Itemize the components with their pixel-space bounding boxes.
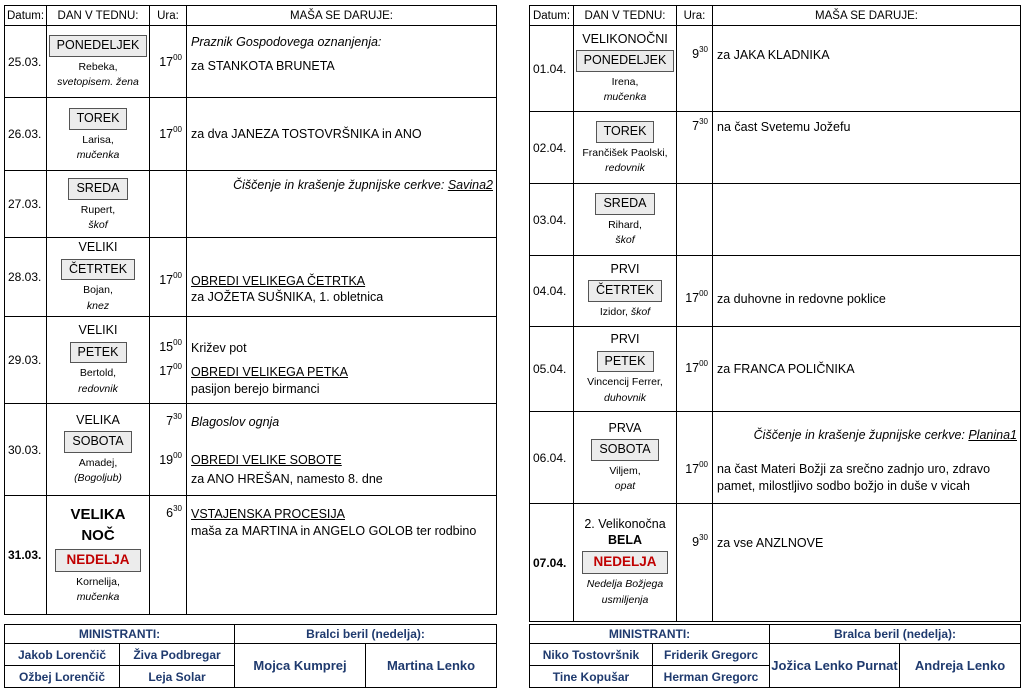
day-name: NEDELJA <box>582 551 667 574</box>
table-row <box>5 171 497 238</box>
saint-title: škof <box>615 234 635 247</box>
mass-line: za ANO HREŠAN, namesto 8. dne <box>191 472 383 486</box>
row-date: 30.03. <box>5 404 47 496</box>
day-name: SOBOTA <box>591 439 658 461</box>
mass-line: na čast Materi Božji za srečno zadnjo uro, zdravo <box>717 462 991 476</box>
day-name: PETEK <box>597 351 654 373</box>
row-date: 31.03. <box>5 496 47 615</box>
mass-cell <box>187 238 497 317</box>
day-cell <box>47 238 150 317</box>
saint-name: Irena, <box>611 75 639 88</box>
time: $15^{00}$ <box>159 338 182 355</box>
mass-line: za STANKOTA BRUNETA <box>191 59 335 73</box>
time-cell <box>150 26 187 98</box>
cleaning-note: Čiščenje in krašenje župnijske cerkve: Savina2 <box>233 178 493 192</box>
mass-cell <box>187 496 497 615</box>
reader-name: Mojca Kumprej <box>235 644 366 688</box>
time: $17^{00}$ <box>685 359 708 376</box>
mass-line: Križev pot <box>191 341 247 355</box>
time-cell <box>150 496 187 615</box>
mass-line: za FRANCA POLIČNIKA <box>717 362 855 376</box>
day-cell <box>574 112 677 184</box>
reader-name: Andreja Lenko <box>900 644 1021 688</box>
saint-title: knez <box>86 299 110 312</box>
table-row <box>5 317 497 404</box>
time-cell <box>677 112 713 184</box>
day-cell <box>47 171 150 238</box>
saint-name: Vincencij Ferrer, <box>587 376 663 389</box>
day-name: TOREK <box>596 121 655 143</box>
mass-line: za duhovne in redovne poklice <box>717 292 886 306</box>
saint-name: Larisa, <box>82 133 114 146</box>
row-date: 07.04. <box>530 504 574 622</box>
day-prefix-2: NOČ <box>81 527 115 545</box>
mass-line: Praznik Gospodovega oznanjenja: <box>191 35 382 49</box>
time: $17^{00}$ <box>685 289 708 306</box>
day-prefix-2: BELA <box>607 532 643 547</box>
mass-line: za vse ANZLNOVE <box>717 536 824 550</box>
mass-cell <box>713 184 1021 256</box>
mass-line: maša za MARTINA in ANGELO GOLOB ter rodbino <box>191 524 477 538</box>
row-date: 03.04. <box>530 184 574 256</box>
table-row <box>530 504 1021 622</box>
day-cell <box>47 404 150 496</box>
saint-name: Amadej, <box>78 456 118 469</box>
table-row <box>5 404 497 496</box>
mass-line: pasijon berejo birmanci <box>191 382 320 396</box>
saint-title: usmiljenja <box>601 593 649 606</box>
schedule-left <box>4 5 497 615</box>
saint-title: duhovnik <box>603 391 647 404</box>
saint-title: mučenka <box>76 148 120 161</box>
row-date: 26.03. <box>5 98 47 171</box>
mass-cell <box>713 504 1021 622</box>
row-date: 01.04. <box>530 26 574 112</box>
mass-line: VSTAJENSKA PROCESIJA <box>191 507 345 521</box>
day-name: PONEDELJEK <box>576 50 675 72</box>
ministrant-name: Herman Gregorc <box>653 666 770 688</box>
day-name: NEDELJA <box>55 549 140 572</box>
day-name: SREDA <box>68 178 127 200</box>
saint-title: mučenka <box>603 91 647 104</box>
day-cell <box>574 504 677 622</box>
time-cell <box>150 317 187 404</box>
reader-name: Jožica Lenko Purnat <box>770 644 900 688</box>
saint-name: Rebeka, <box>78 61 118 74</box>
table-row <box>5 496 497 615</box>
col-masa: MAŠA SE DARUJE: <box>713 6 1021 26</box>
day-prefix: VELIKONOČNI <box>582 31 668 46</box>
time: $6^{30}$ <box>166 504 182 521</box>
saint-title: opat <box>614 480 636 493</box>
table-row <box>5 238 497 317</box>
time-cell <box>677 504 713 622</box>
table-row <box>530 184 1021 256</box>
table-row <box>5 26 497 98</box>
mass-line: za JOŽETA SUŠNIKA, 1. obletnica <box>191 290 384 304</box>
table-row <box>530 327 1021 412</box>
table-row <box>530 112 1021 184</box>
saint-title: svetopisem. žena <box>57 76 139 89</box>
saint-name: Viljem, <box>609 464 641 477</box>
day-name: SOBOTA <box>64 431 131 453</box>
bralci-label: Bralci beril (nedelja): <box>235 625 497 644</box>
day-prefix: VELIKA <box>70 506 126 524</box>
day-cell <box>574 327 677 412</box>
mass-cell <box>713 26 1021 112</box>
saint-title: redovnik <box>605 162 645 175</box>
saint-name: Bertold, <box>79 367 117 380</box>
time-cell <box>150 171 187 238</box>
day-name: ČETRTEK <box>588 280 662 302</box>
saint-title: mučenka <box>76 591 120 604</box>
mass-cell <box>187 317 497 404</box>
table-row <box>530 412 1021 504</box>
ministrant-name: Friderik Gregorc <box>653 644 770 666</box>
row-date: 06.04. <box>530 412 574 504</box>
mass-cell <box>187 98 497 171</box>
day-prefix: VELIKA <box>76 412 120 427</box>
day-name: PETEK <box>70 342 127 364</box>
table-row <box>530 256 1021 327</box>
saint-title: škof <box>88 218 108 231</box>
day-cell <box>574 26 677 112</box>
day-name: ČETRTEK <box>61 259 135 281</box>
reader-name: Martina Lenko <box>366 644 497 688</box>
mass-cell <box>187 26 497 98</box>
table-row <box>5 98 497 171</box>
time-cell <box>677 256 713 327</box>
time-cell <box>677 184 713 256</box>
saint-name: Kornelija, <box>76 576 120 589</box>
time: $17^{00}$ <box>159 271 182 288</box>
time-cell <box>677 412 713 504</box>
day-cell <box>47 26 150 98</box>
ministrant-name: Ožbej Lorenčič <box>5 666 120 688</box>
col-masa: MAŠA SE DARUJE: <box>187 6 497 26</box>
mass-line: za JAKA KLADNIKA <box>717 48 830 62</box>
saint-title: (Bogoljub) <box>74 472 122 485</box>
schedule-right <box>529 5 1021 622</box>
col-dan: DAN V TEDNU: <box>47 6 150 26</box>
row-date: 04.04. <box>530 256 574 327</box>
table-row <box>530 26 1021 112</box>
ministrant-name: Niko Tostovršnik <box>530 644 653 666</box>
ministranti-label: MINISTRANTI: <box>530 625 770 644</box>
saint-name: Rupert, <box>80 203 116 216</box>
row-date: 27.03. <box>5 171 47 238</box>
ministrant-name: Jakob Lorenčič <box>5 644 120 666</box>
time: $9^{30}$ <box>692 45 708 62</box>
day-prefix: PRVI <box>610 332 640 347</box>
time: $7^{30}$ <box>166 412 182 429</box>
day-name: SREDA <box>595 193 654 215</box>
mass-cell <box>713 412 1021 504</box>
time-cell <box>150 238 187 317</box>
header-row <box>530 6 1021 26</box>
day-name: PONEDELJEK <box>49 35 148 57</box>
time-cell <box>677 26 713 112</box>
day-prefix: PRVA <box>608 420 642 435</box>
day-prefix: VELIKI <box>78 323 118 338</box>
servers-table-right <box>529 624 1021 688</box>
day-cell <box>47 496 150 615</box>
day-prefix: VELIKI <box>78 240 118 255</box>
time: $17^{00}$ <box>159 53 182 70</box>
cleaning-group: Planina1 <box>968 428 1017 442</box>
servers-table-left <box>4 624 497 688</box>
saint-name: Nedelja Božjega <box>586 578 664 591</box>
day-cell <box>574 184 677 256</box>
day-cell <box>47 317 150 404</box>
mass-cell <box>187 171 497 238</box>
mass-line: OBREDI VELIKE SOBOTE <box>191 453 342 467</box>
cleaning-group: Savina2 <box>447 178 493 192</box>
saint-name: Frančišek Paolski, <box>582 147 668 160</box>
time-cell <box>677 327 713 412</box>
col-datum: Datum: <box>5 6 47 26</box>
time-cell <box>150 98 187 171</box>
col-ura: Ura: <box>677 6 713 26</box>
row-date: 29.03. <box>5 317 47 404</box>
col-datum: Datum: <box>530 6 574 26</box>
saint-name: Rihard, <box>608 219 642 232</box>
header-row <box>5 6 497 26</box>
cleaning-note: Čiščenje in krašenje župnijske cerkve: Planina1 <box>753 428 1017 442</box>
row-date: 28.03. <box>5 238 47 317</box>
mass-line: Blagoslov ognja <box>191 415 280 429</box>
col-dan: DAN V TEDNU: <box>574 6 677 26</box>
day-cell <box>574 412 677 504</box>
day-cell <box>47 98 150 171</box>
mass-cell <box>713 327 1021 412</box>
ministrant-name: Tine Kopušar <box>530 666 653 688</box>
saint-title: redovnik <box>78 382 118 395</box>
saint-name: Bojan, <box>83 284 113 297</box>
saint-title: škof <box>630 306 651 319</box>
time-cell <box>150 404 187 496</box>
mass-cell <box>713 256 1021 327</box>
day-cell <box>574 256 677 327</box>
time: $17^{00}$ <box>159 362 182 379</box>
ministranti-label: MINISTRANTI: <box>5 625 235 644</box>
bralci-label: Bralca beril (nedelja): <box>770 625 1021 644</box>
day-prefix: PRVI <box>610 261 640 276</box>
row-date: 02.04. <box>530 112 574 184</box>
mass-line: OBREDI VELIKEGA PETKA <box>191 365 349 379</box>
day-name: TOREK <box>69 108 128 130</box>
row-date: 25.03. <box>5 26 47 98</box>
mass-cell <box>187 404 497 496</box>
time: $17^{00}$ <box>159 125 182 142</box>
time: $7^{30}$ <box>692 117 708 134</box>
mass-cell <box>713 112 1021 184</box>
day-prefix: 2. Velikonočna <box>584 517 666 532</box>
time: $19^{00}$ <box>159 451 182 468</box>
row-date: 05.04. <box>530 327 574 412</box>
saint-name: Izidor, škof <box>599 306 651 319</box>
mass-line: pamet, milostljivo sodbo božjo in duše v vicah <box>717 479 970 493</box>
mass-line: na čast Svetemu Jožefu <box>717 120 851 134</box>
ministrant-name: Živa Podbregar <box>120 644 235 666</box>
mass-line: OBREDI VELIKEGA ČETRTKA <box>191 274 366 288</box>
time: $9^{30}$ <box>692 533 708 550</box>
mass-line: za dva JANEZA TOSTOVRŠNIKA in ANO <box>191 127 422 141</box>
time: $17^{00}$ <box>685 460 708 477</box>
ministrant-name: Leja Solar <box>120 666 235 688</box>
col-ura: Ura: <box>150 6 187 26</box>
